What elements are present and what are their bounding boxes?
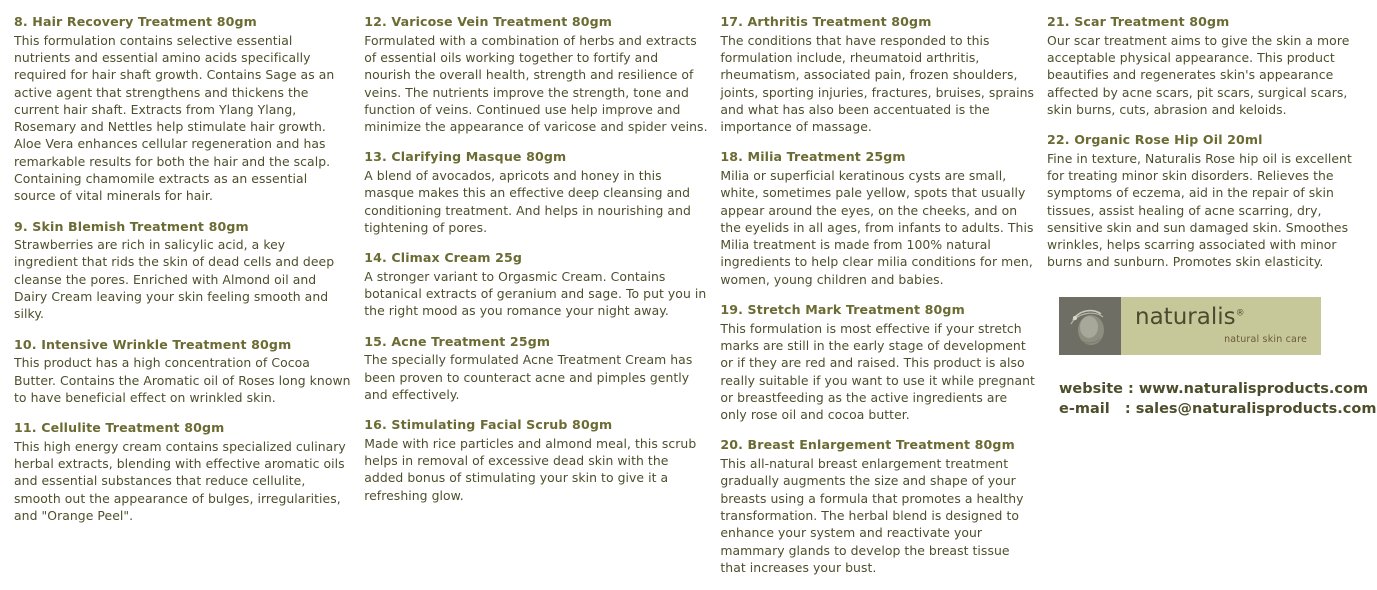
- email-row: [1059, 399, 1377, 420]
- email-label: e-mail :: [1059, 401, 1131, 418]
- product-description: This formulation is most effective if your stretch marks are still in the early stage of development or if they are red and raised. This product is also really suitable if you want to use it while pregnant or breastfeeding as the active ingredients are only rose oil and cocoa butter.: [720, 320, 1035, 423]
- product-title: 22. Organic Rose Hip Oil 20ml: [1047, 132, 1263, 148]
- product-entry: [720, 437, 1035, 576]
- column-2: [364, 14, 720, 518]
- product-entry: [14, 420, 352, 524]
- product-description: Made with rice particles and almond meal, this scrub helps in removal of excessive dead skin with the added bonus of stimulating your skin to give it a refreshing glow.: [364, 435, 697, 503]
- product-title: 16. Stimulating Facial Scrub 80gm: [364, 417, 613, 433]
- product-description: The specially formulated Acne Treatment Cream has been proven to counteract acne and pimples gently and effectively.: [364, 352, 693, 402]
- product-title: 13. Clarifying Masque 80gm: [364, 149, 567, 165]
- product-title: 14. Climax Cream 25g: [364, 250, 522, 266]
- product-description: The conditions that have responded to this formulation include, rheumatoid arthritis, rheumatism, associated pain, frozen shoulders, joints, sporting injuries, fractures, bruises, sprains and what has also been accentuated is the importance of massage.: [720, 32, 1035, 135]
- product-description: Our scar treatment aims to give the skin a more acceptable physical appearance. This product beautifies and regenerates skin's appearance affected by acne scars, pit scars, surgical scars, skin burns, cuts, abrasion and keloids.: [1047, 32, 1350, 117]
- website-row: [1059, 379, 1367, 400]
- product-title: 11. Cellulite Treatment 80gm: [14, 420, 225, 436]
- product-title: 20. Breast Enlargement Treatment 80gm: [720, 437, 1015, 453]
- product-entry: [364, 149, 708, 236]
- product-entry: [14, 219, 352, 323]
- product-title: 18. Milia Treatment 25gm: [720, 149, 906, 165]
- product-entry: [1047, 14, 1367, 118]
- product-entry: [14, 14, 352, 205]
- product-description: Milia or superficial keratinous cysts are small, white, sometimes pale yellow, spots that usually appear around the eyes, on the cheeks, and on the eyelids in all ages, from infants to adults. This Milia treatment is made from 100% natural ingredients to help clear milia conditions for men, women, young children and babies.: [720, 168, 1034, 287]
- product-entry: [364, 334, 708, 404]
- product-description: Fine in texture, Naturalis Rose hip oil is excellent for treating minor skin disorders. Relieves the symptoms of eczema, aid in the repair of skin tissues, assist healing of acne scarring, dry, sensitive skin and sun damaged skin. Smoothes wrinkles, helps scarring associated with minor burns and sunburn. Promotes skin elasticity.: [1047, 150, 1352, 270]
- product-description: A blend of avocados, apricots and honey in this masque makes this an effective deep cleansing and conditioning treatment. And helps in nourishing and tightening of pores.: [364, 168, 691, 235]
- product-entry: [720, 302, 1035, 423]
- product-title: 10. Intensive Wrinkle Treatment 80gm: [14, 336, 292, 352]
- registered-mark: ®: [1235, 308, 1245, 319]
- product-description: Formulated with a combination of herbs and extracts of essential oils working together to fortify and nourish the overall health, strength and resilience of veins. The nutrients improve the strength, tone and function of veins. Continued use help improve and minimize the appearance of varicose and spider veins.: [364, 32, 708, 135]
- product-description: Strawberries are rich in salicylic acid, a key ingredient that rids the skin of dead cells and deep cleanse the pores. Enriched with Almond oil and Dairy Cream leaving your skin feeling smooth and silky.: [14, 237, 335, 322]
- product-title: 19. Stretch Mark Treatment 80gm: [720, 302, 965, 318]
- product-title: 9. Skin Blemish Treatment 80gm: [14, 218, 249, 234]
- naturalis-logo: [1059, 297, 1321, 355]
- brand-block: [1059, 297, 1377, 420]
- product-entry: [364, 14, 708, 135]
- product-entry: [364, 250, 708, 320]
- product-description: This formulation contains selective essential nutrients and essential amino acids specifically required for hair shaft growth. Contains Sage as an active agent that strengthens and thickens the current hair shaft. Extracts from Ylang Ylang, Rosemary and Nettles help stimulate hair growth. Aloe Vera enhances cellular regeneration and has remarkable results for both the hair and the scalp. Containing chamomile extracts as an essential source of vital minerals for hair.: [14, 32, 335, 204]
- product-entry: [720, 14, 1035, 135]
- product-entry: [1047, 132, 1367, 271]
- column-4: [1047, 14, 1377, 420]
- contact-info: [1059, 379, 1377, 420]
- email-value[interactable]: sales@naturalisproducts.com: [1135, 401, 1377, 418]
- column-3: [720, 14, 1047, 590]
- product-title: 15. Acne Treatment 25gm: [364, 333, 551, 349]
- woman-face-illustration: [1067, 306, 1111, 346]
- brand-tagline: natural skin care: [1224, 334, 1307, 346]
- product-columns: [10, 14, 1377, 590]
- brand-name-text: naturalis: [1135, 304, 1236, 331]
- product-description: This high energy cream contains specialized culinary herbal extracts, blending with effective aromatic oils and essential substances that reduce cellulite, smooth out the appearance of bulges, irregularities, and "Orange Peel".: [14, 438, 346, 523]
- product-title: 21. Scar Treatment 80gm: [1047, 14, 1230, 29]
- product-title: 17. Arthritis Treatment 80gm: [720, 14, 932, 29]
- woman-face-icon: [1059, 297, 1121, 355]
- product-entry: [364, 417, 708, 504]
- product-title: 8. Hair Recovery Treatment 80gm: [14, 14, 257, 29]
- logo-wordmark-panel: [1121, 297, 1321, 355]
- product-title: 12. Varicose Vein Treatment 80gm: [364, 14, 613, 29]
- brand-name: [1135, 306, 1321, 329]
- product-entry: [720, 149, 1035, 288]
- website-value[interactable]: www.naturalisproducts.com: [1138, 380, 1369, 397]
- website-label: website :: [1059, 380, 1134, 397]
- product-entry: [14, 337, 352, 407]
- product-description: This all-natural breast enlargement treatment gradually augments the size and shape of your breasts using a formula that promotes a healthy transformation. The herbal blend is designed to enhance your system and reactivate your mammary glands to develop the breast tissue that increases your bust.: [720, 456, 1024, 575]
- column-1: [10, 14, 364, 538]
- product-description: This product has a high concentration of Cocoa Butter. Contains the Aromatic oil of Roses long known to have beneficial effect on wrinkled skin.: [14, 355, 351, 405]
- product-description: A stronger variant to Orgasmic Cream. Contains botanical extracts of geranium and sage. To put you in the right mood as you romance your night away.: [364, 268, 707, 319]
